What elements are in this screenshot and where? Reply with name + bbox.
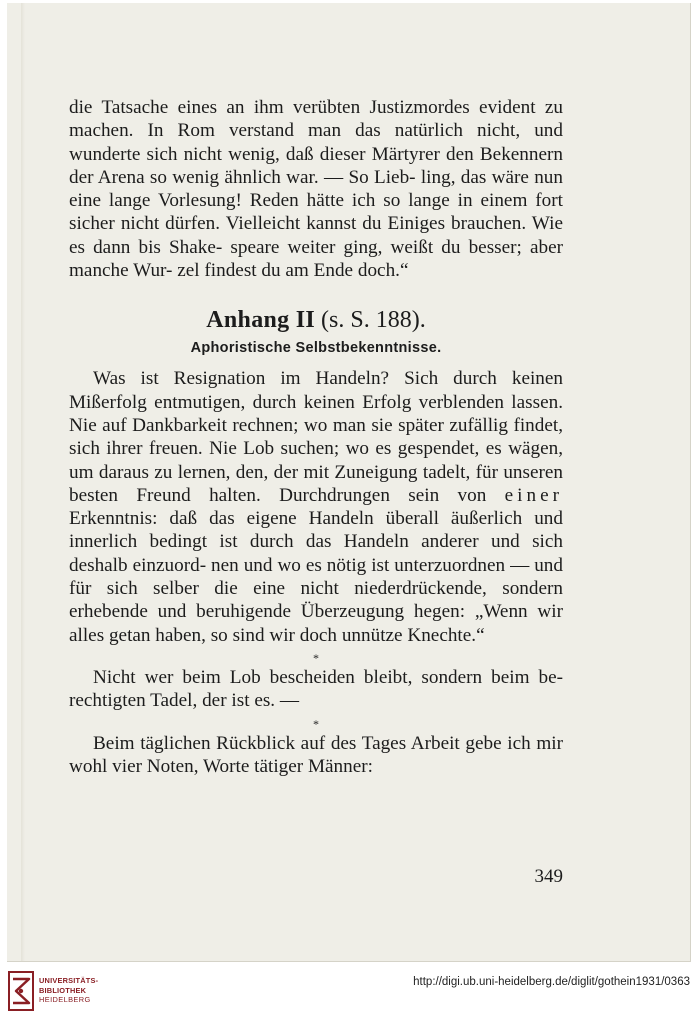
paragraph-resignation-part-1: Was ist Resignation im Handeln? Sich durch keinen Mißerfolg entmutigen, durch keinen Erfolg verblenden lassen. Nie auf Dankbarkeit rechnen; wo man sie später zufällig findet, sich ihrer freuen. Nie Lob suchen; wo es gespendet, es wägen, um daraus zu lernen, den, der mit Zuneigung tadelt, für unseren besten Freund halten. Durchdrungen sein von [69,368,563,506]
library-logo-text [39,976,98,1005]
paragraph-praise: Nicht wer beim Lob bescheiden bleibt, sondern beim be- rechtigten Tadel, der ist es. — [69,666,563,712]
text-block [69,96,563,778]
paragraph-resignation [69,367,563,647]
paragraph-resignation-part-2: Erkenntnis: daß das eigene Handeln überall äußerlich und innerlich bedingt ist durch das Handeln anderer und sich deshalb einzuord- nen und wo es nötig ist unterzuordnen — und für sich selber die eine nicht niederdrückende, sondern erhebende und beruhigende Überzeugung hegen: „Wenn wir alles getan haben, so sind wir doch unnütze Knechte.“ [69,508,563,646]
separator-star-2: * [313,716,319,731]
scanned-page [7,3,691,962]
section-heading [69,305,563,335]
logo-line-3: HEIDELBERG [39,995,91,1004]
emphasized-word: einer [504,484,563,506]
section-subheading: Aphoristische Selbstbekenntnisse. [190,340,442,357]
heading-reference: (s. S. 188). [321,307,426,334]
library-logo-icon [8,971,34,1011]
paragraph-review: Beim täglichen Rückblick auf des Tages Arbeit gebe ich mir wohl vier Noten, Worte tätiger Männer: [69,732,563,777]
page-gutter-shadow [21,3,25,961]
heading-title: Anhang II [206,307,316,334]
source-url-link[interactable]: http://digi.ub.uni-heidelberg.de/diglit/gothein1931/0363 [413,976,690,988]
page-number: 349 [534,866,563,887]
footer-bar [0,962,696,1019]
separator-star-1: * [313,650,319,665]
logo-line-1: UNIVERSITÄTS- [39,976,99,985]
paragraph-intro: die Tatsache eines an ihm verübten Justizmordes evident zu machen. In Rom verstand man das natürlich nicht, und wunderte sich nicht wenig, daß dieser Märtyrer den Bekennern der Arena so wenig ähnlich war. — So Lieb- ling, das wäre nun eine lange Vorlesung! Reden hätte ich so lange in einem fort sicher nicht dürfen. Vielleicht kannst du Einiges brauchen. Wie es dann bis Shake- speare weiter ging, weißt du besser; aber manche Wur- zel findest du am Ende doch.“ [69,97,563,282]
logo-line-2: BIBLIOTHEK [39,985,87,995]
